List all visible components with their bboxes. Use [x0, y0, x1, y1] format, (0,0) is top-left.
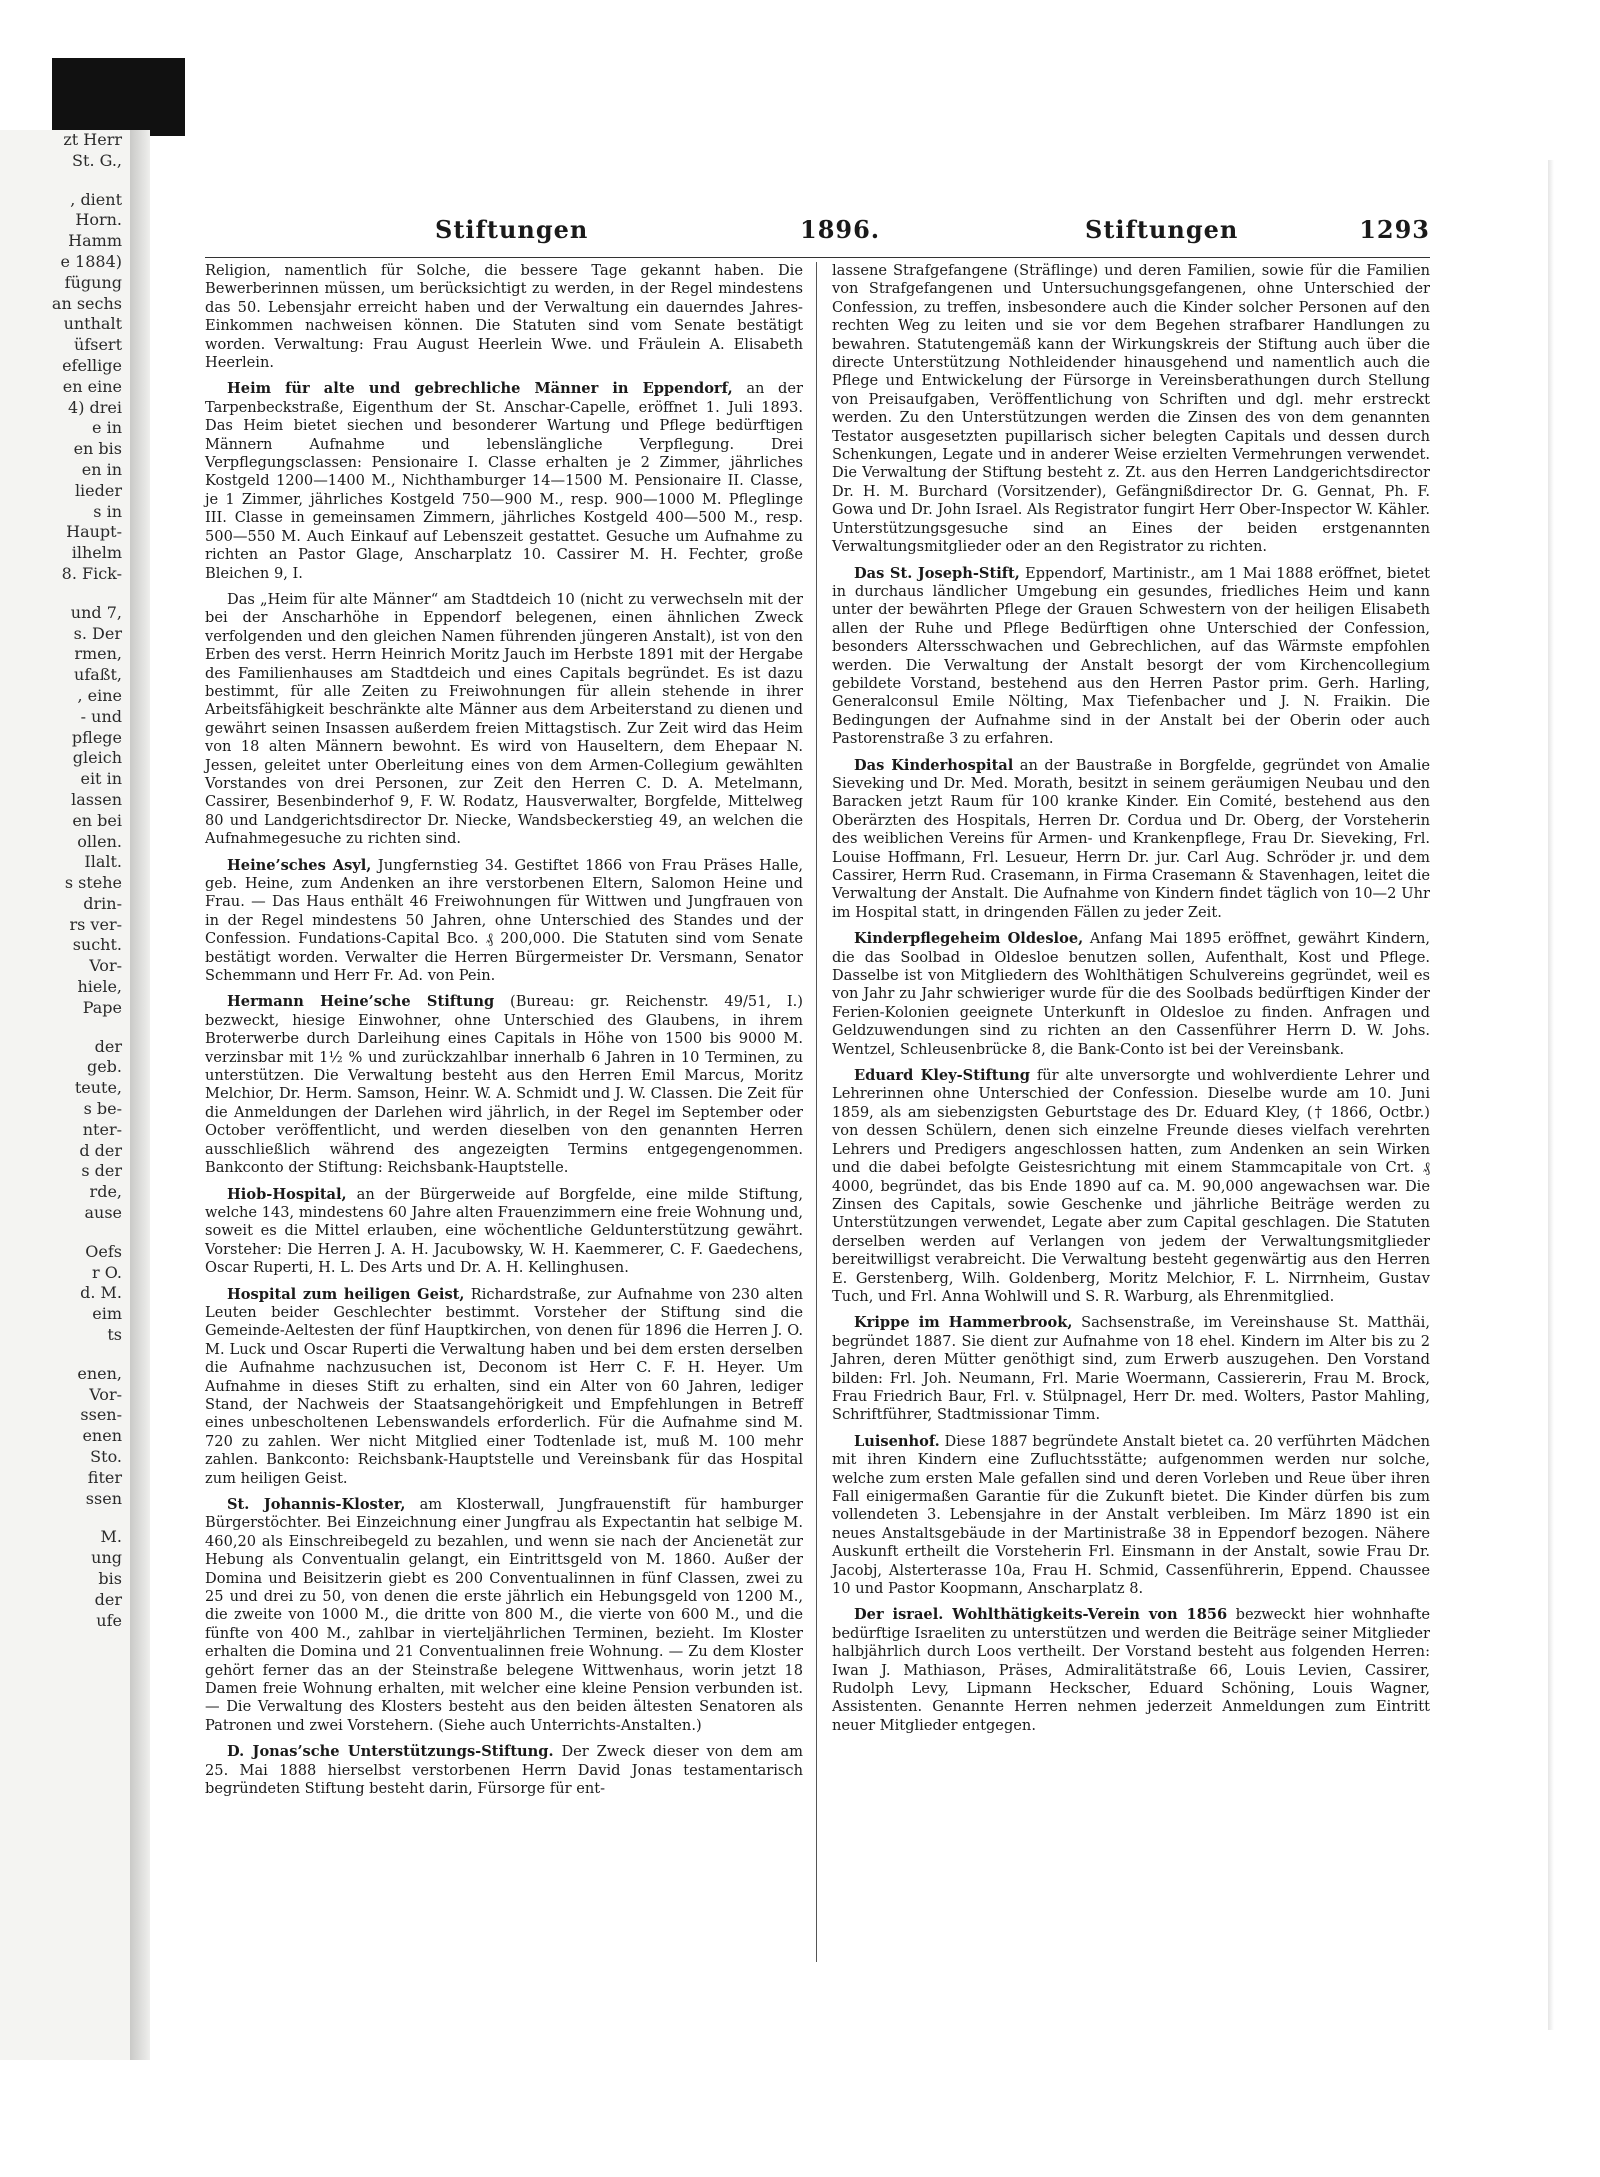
entry-body: an der Tarpenbeckstraße, Eigenthum der St. Anschar-Capelle, eröffnet 1. Juli 1893. Das Heim bietet siechen und besonderer Wartung und Pflege bedürftigen Männern Aufnahme und lebenslängliche Verpflegung. Drei Verpflegungsclassen: Pensionaire I. Classe erhalten je 2 Zimmer, jährliches Kostgeld 1200—1400 M., Nichthamburger 14—1500 M. Pensionaire II. Classe, je 1 Zimmer, jährliches Kostgeld 750—900 M., resp. 900—1000 M. Pfleglinge III. Classe in gemeinsamen Zimmern, jährliches Kostgeld 400—500 M., resp. 500—550 M. Auch Einkauf auf Lebenszeit gestattet. Gesuche um Aufnahme zu richten an Pastor Glage, Anscharplatz 10. Cassirer M. H. Fechter, große Bleichen 9, I. [205, 380, 803, 582]
margin-fragment: eit in [80, 769, 122, 789]
entry-paragraph [832, 1314, 1430, 1424]
margin-fragment: ssen- [80, 1405, 122, 1425]
entry-heading: Das Kinderhospital [854, 756, 1014, 774]
margin-fragment: , eine [77, 685, 122, 705]
entry-body: Sachsenstraße, im Vereinshause St. Matthäi, begründet 1887. Sie dient zur Aufnahme von 18 ehel. Kindern im Alter bis zu 2 Jahren, deren Mütter genöthigt sind, zum Erwerb auszugehen. Den Vorstand bilden: Frl. Joh. Neumann, Frl. Marie Woermann, Cassiererin, Frau M. Brock, Frau Friedrich Baur, Frl. v. Stülpnagel, Herr Dr. med. Wolters, Pastor Mahling, Schriftführer, Stadtmissionar Timm. [832, 1314, 1430, 1424]
margin-fragment: hiele, [77, 977, 122, 997]
running-head-year: 1896. [800, 215, 881, 244]
margin-fragment: s be- [83, 1099, 122, 1119]
page-number: 1293 [1359, 215, 1430, 244]
margin-fragment: ause [84, 1203, 122, 1223]
entry-heading: Kinderpflegeheim Oldesloe, [854, 930, 1084, 948]
margin-fragment: d der [79, 1140, 122, 1160]
entry-body: an der Bürgerweide auf Borgfelde, eine milde Stiftung, welche 143, mindestens 60 Jahre alten Frauenzimmern eine freie Wohnung und, soweit es die Mittel erlauben, eine wöchentliche Geldunterstützung gewährt. Vorsteher: Die Herren J. A. H. Jacubowsky, W. H. Kaemmerer, C. F. Gaedechens, Oscar Ruperti, H. L. Des Arts und Dr. A. H. Kellinghusen. [205, 1185, 804, 1277]
left-column [205, 262, 803, 1807]
entry-paragraph [832, 1433, 1430, 1599]
margin-fragment: lieder [74, 480, 122, 500]
margin-fragment: - und [80, 706, 122, 726]
margin-fragment: bis [98, 1569, 122, 1588]
entry-heading: Hiob-Hospital, [227, 1185, 347, 1203]
entry-paragraph [205, 993, 803, 1177]
running-head-left: Stiftungen [435, 215, 589, 244]
margin-fragment: Sto. [90, 1447, 122, 1467]
margin-fragment: efellige [62, 355, 122, 375]
margin-fragment: en bis [73, 439, 122, 459]
entry-body: an der Baustraße in Borgfelde, gegründet von Amalie Sieveking und Dr. Med. Morath, besitzt in seinem geräumigen Neubau und den Baracken jetzt Raum für 100 kranke Kinder. Ein Comité, bestehend aus den Oberärzten des Hospitals, Herren Dr. Cordua und Dr. Oberg, der Vorsteherin des weiblichen Vereins für Armen- und Krankenpflege, Frau Dr. Sieveking, Frl. Louise Hoffmann, Frl. Lesueur, Herrn Dr. jur. Carl Aug. Schröder jr. und dem Cassirer, Herrn Rud. Crasemann, in Firma Crasemann & Stavenhagen, leitet die Verwaltung der Anstalt. Die Aufnahme von Kindern findet täglich von 10—2 Uhr im Hospital statt, in dringenden Fällen zu jeder Zeit. [832, 756, 1431, 921]
entry-body: Diese 1887 begründete Anstalt bietet ca. 20 verführten Mädchen mit ihren Kindern eine Zufluchtsstätte; aufgenommen werden nur solche, welche zum ersten Male gefallen sind und deren Vorleben und Reue über ihren Fall einigermaßen Garantie für die Zukunft bietet. Die Kinder dürfen bis zum vollendeten 3. Lebensjahre in der Anstalt verbleiben. Im März 1890 ist ein neues Anstaltsgebäude in der Martinistraße 38 in Eppendorf bezogen. Nähere Auskunft ertheilt die Vorsteherin Frl. Einsmann in der Anstalt, sowie Frau Dr. Jacobj, Alsterterasse 10a, Frau H. Schmid, Cassenführerin, Eppend. Chaussee 10 und Pastor Koopmann, Anscharplatz 8. [832, 1432, 1430, 1598]
margin-fragment: enen [82, 1426, 122, 1446]
entry-heading: Heim für alte und gebrechliche Männer in Eppendorf, [227, 380, 733, 398]
margin-fragment: fiter [87, 1467, 122, 1487]
entry-heading: Luisenhof. [854, 1432, 940, 1450]
entry-heading: Eduard Kley-Stiftung [854, 1067, 1030, 1085]
margin-fragment: fügung [64, 272, 122, 292]
margin-gap [0, 1346, 130, 1364]
margin-fragment: Vor- [89, 1384, 122, 1404]
entry-paragraph [205, 380, 803, 582]
margin-fragment: d. M. [80, 1283, 122, 1303]
entry-heading: Krippe im Hammerbrook, [854, 1314, 1073, 1332]
margin-fragment: Oefs [85, 1241, 122, 1261]
margin-fragment: Ilalt. [84, 852, 122, 872]
margin-fragment: ufaßt, [74, 665, 122, 685]
margin-fragment: M. [100, 1527, 122, 1547]
margin-fragment: r O. [92, 1262, 122, 1282]
margin-gap [0, 1224, 130, 1242]
entry-body: Eppendorf, Martinistr., am 1 Mai 1888 eröffnet, bietet in durchaus ländlicher Umgebung ein gesundes, friedliches Heim und kann unter der bewährten Pflege der Grauen Schwestern von der heiligen Elisabeth allen der Ruhe und Pflege Bedürftigen ohne Unterschied der Confession, besonders Altersschwachen und Gebrechlichen, auf das Wärmste empfohlen werden. Die Verwaltung der Anstalt besorgt der vom Kirchencollegium gebildete Vorstand, bestehend aus den Herren Pastor prim. Gerh. Harling, Generalconsul Emile Nölting, Max Tiefenbacher und J. N. Fraikin. Die Bedingungen der Aufnahme sind in der Anstalt bei der Oberin oder auch Pastorenstraße 3 zu erfahren. [832, 564, 1430, 748]
margin-fragment: ung [91, 1548, 122, 1568]
page [205, 215, 1430, 2075]
margin-fragment: an sechs [51, 293, 122, 313]
entry-heading: Der israel. Wohlthätigkeits-Verein von 1856 [854, 1606, 1228, 1624]
margin-fragment: teute, [74, 1078, 122, 1098]
margin-fragment: enen, [77, 1363, 122, 1383]
margin-fragment: e 1884) [60, 251, 122, 271]
entry-paragraph [832, 757, 1430, 923]
margin-fragment: drin- [83, 893, 122, 913]
margin-fragment: en in [81, 459, 122, 479]
margin-fragment: , dient [70, 189, 122, 209]
margin-gap [0, 585, 130, 603]
entry-paragraph [205, 857, 803, 986]
column-divider [816, 262, 817, 1962]
margin-fragment: e in [92, 418, 122, 438]
entry-paragraph [205, 1286, 803, 1488]
margin-fragment: der [94, 1036, 122, 1056]
entry-body: Richardstraße, zur Aufnahme von 230 alten Leuten beider Geschlechter bestimmt. Vorsteher der Stiftung sind die Gemeinde-Aeltesten der fünf Hauptkirchen, von denen für 1896 die Herren J. O. M. Luck und Oscar Ruperti die Verwaltung haben und bei dem ersten derselben die Aufnahme nachzusuchen ist, Deconom ist Herr C. F. H. Heyer. Um Aufnahme in dieses Stift zu erhalten, sind ein Alter von 60 Jahren, lediger Stand, der Nachweis der Staatsangehörigkeit und Empfehlungen in Betreff eines unbescholtenen Lebenswandels erforderlich. Für die Aufnahme sind M. 720 zu zahlen. Wer nicht Mitglied einer Todtenlade ist, muß M. 100 mehr zahlen. Bankconto: Reichsbank-Hauptstelle und Vereinsbank für das Hospital zum heiligen Geist. [205, 1285, 803, 1487]
margin-fragment: gleich [72, 748, 122, 768]
left-page-fragment [0, 130, 130, 2060]
margin-fragment: s in [93, 501, 122, 521]
header-rule [205, 257, 1430, 258]
entry-heading: D. Jonas’sche Unterstützungs-Stiftung. [227, 1743, 554, 1761]
margin-fragment: s stehe [64, 873, 122, 893]
margin-fragment: üfsert [74, 335, 122, 355]
margin-fragment: Pape [82, 997, 122, 1017]
margin-fragment: en bei [72, 810, 122, 830]
running-head-right: Stiftungen [1085, 215, 1239, 244]
entry-paragraph [832, 565, 1430, 749]
entry-heading: Hospital zum heiligen Geist, [227, 1285, 465, 1303]
margin-fragment: ssen [85, 1488, 122, 1508]
entry-body: bezweckt hier wohnhafte bedürftige Israeliten zu unterstützen und werden die Beiträge seiner Mitglieder halbjährlich durch Loos vertheilt. Der Vorstand besteht aus folgenden Herren: Iwan J. Mathiason, Präses, Admiralitätstraße 66, Louis Levien, Cassirer, Rudolph Levy, Lipmann Heckscher, Eduard Schöning, Louis Wagner, Assistenten. Genannte Herren nehmen jederzeit Anmeldungen zum Eintritt neuer Mitglieder entgegen. [832, 1606, 1430, 1734]
entry-paragraph [205, 1186, 803, 1278]
entry-paragraph [205, 262, 803, 372]
margin-fragment: Hamm [68, 231, 122, 251]
margin-fragment: sucht. [72, 935, 122, 955]
entry-body: Das „Heim für alte Männer“ am Stadtdeich 10 (nicht zu verwechseln mit der bei der Anscharhöhe in Eppendorf belegenen, einen ähnlichen Zweck verfolgenden und den gleichen Namen führenden jüngeren Anstalt), ist von den Erben des verst. Herrn Heinrich Moritz Jauch im Herbste 1891 mit der Hergabe des Familienhauses am Stadtdeich und eines Capitals begründet. Es ist dazu bestimmt, für alle Zeiten zu Freiwohnungen für allein stehende in ihrer Arbeitsfähigkeit beschränkte alte Männer aus dem Arbeiterstand zu dienen und gewährt seinen Insassen außerdem freien Mittagstisch. Zur Zeit wird das Heim von 18 alten Männern bewohnt. Es wird von Hauseltern, dem Ehepaar N. Jessen, geleitet unter Oberleitung eines von dem Armen-Collegium gewählten Vorstandes von drei Personen, zur Zeit den Herren C. D. A. Metelmann, Cassirer, Besenbinderhof 9, F. W. Rodatz, Hausverwalter, Borgfelde, Mittelweg 80 und Landgerichtsdirector Dr. Niecke, Wandsbeckerstieg 49, an welchen die Aufnahmegesuche zu richten sind. [205, 590, 803, 848]
text-columns [205, 262, 1430, 1807]
entry-body: für alte unversorgte und wohlverdiente Lehrer und Lehrerinnen ohne Unterschied der Confession. Dieselbe wurde am 10. Juni 1859, als am siebenzigsten Geburtstage des Dr. Eduard Kley, († 1866, Octbr.) von dessen Schülern, denen sich einzelne Freunde dieses vielfach verehrten Lehrers und Predigers angeschlossen hatten, zum Andenken an sein Wirken und die dabei befolgte Geistesrichtung mit einem Stammcapitale von Crt. ₰ 4000, begründet, das bis Ende 1890 auf ca. M. 90,000 angewachsen war. Die Zinsen des Capitals, sowie Geschenke und jährliche Beiträge werden zu Unterstützungen verwendet, Legate aber zum Capital geschlagen. Die Statuten derselben werden auf Verlangen von jedem der Verwaltungsmitglieder bereitwilligst verabreicht. Die Verwaltung besteht gegenwärtig aus den Herren E. Gerstenberg, Wilh. Goldenberg, Moritz Melchior, F. L. Nirrnheim, Gustav Tuch, und Frl. Anna Wohlwill und S. R. Warburg, als Ehrenmitglied. [832, 1067, 1431, 1305]
margin-fragment: eim [92, 1304, 122, 1324]
entry-body: am Klosterwall, Jungfrauenstift für hamburger Bürgerstöchter. Bei Einzeichnung einer Jungfrau als Expectantin hat selbige M. 460,20 als Einschreibegeld zu bezahlen, und wenn sie nach der Ancienetät zur Hebung als Conventualin gelangt, ein Eintrittsgeld von M. 1860. Außer der Domina und Beisitzerin giebt es 200 Conventualinnen in fünf Classen, zwei zu 25 und drei zu 50, von denen die erste jährlich ein Hebungsgeld von 1200 M., die zweite von 1000 M., die dritte von 800 M., die vierte von 600 M., und die fünfte von 400 M., zahlbar in vierteljährlichen Terminen, bezieht. Im Kloster erhalten die Domina und 21 Conventualinnen freie Wohnung. — Zu dem Kloster gehört ferner das an der Steinstraße belegene Wittwenhaus, worin jetzt 18 Damen freie Wohnung erhalten, mit welcher eine kleine Pension verbunden ist. — Die Verwaltung des Klosters besteht aus den beiden ältesten Senatoren als Patronen und zwei Vorstehern. (Siehe auch Unterrichts-Anstalten.) [205, 1496, 803, 1734]
margin-fragment: pflege [71, 727, 122, 747]
margin-fragment: 4) drei [68, 397, 122, 417]
entry-body: lassene Strafgefangene (Sträflinge) und deren Familien, sowie für die Familien von Strafgefangenen und Untersuchungsgefangenen, ohne Unterschied der Confession, zu treffen, insbesondere auch die Kinder solcher Personen auf den rechten Weg zu leiten und sie vor dem Begehen strafbarer Handlungen zu bewahren. Statutengemäß kann der Wirkungskreis der Stiftung auch über die directe Unterstützung Nothleidender hinausgehend und namentlich auch die Pflege und Entwickelung der Fürsorge in Vereinsberathungen durch Stellung von Preisaufgaben, Veröffentlichung von Schriften und dgl. mehr erstreckt werden. Zu den Unterstützungen werden die Zinsen des von dem genannten Testator ausgesetzten pupillarisch sicher belegten Capitals und dessen durch Schenkungen, Legate und in anderer Weise erzielten Vermehrungen verwendet. Die Verwaltung der Stiftung besteht z. Zt. aus den Herren Landgerichtsdirector Dr. H. M. Burchard (Vorsitzender), Gefängnißdirector Dr. G. Gennat, Ph. F. Gowa und Dr. John Israel. Als Registrator fungirt Herr Ober-Inspector W. Kähler. Unterstützungsgesuche sind an Eines der beiden erstgenannten Verwaltungsmitglieder oder an den Registrator zu richten. [832, 262, 1430, 556]
margin-fragment: rmen, [74, 644, 122, 664]
entry-paragraph [832, 262, 1430, 557]
margin-fragment: Haupt- [66, 522, 122, 542]
margin-fragment: ollen. [77, 831, 122, 851]
entry-heading: Heine’sches Asyl, [227, 856, 372, 874]
entry-body: Religion, namentlich für Solche, die bessere Tage gekannt haben. Die Bewerberinnen müssen, um berücksichtigt zu werden, in der Regel mindestens das 50. Lebensjahr erreicht haben und der Verwaltung ein dauerndes Jahres-Einkommen nachweisen können. Die Statuten sind vom Senate bestätigt worden. Verwaltung: Frau August Heerlein Wwe. und Fräulein A. Elisabeth Heerlein. [205, 262, 803, 372]
margin-fragment: ilhelm [71, 543, 122, 563]
entry-paragraph [205, 591, 803, 849]
entry-paragraph [832, 930, 1430, 1059]
right-column [832, 262, 1430, 1807]
entry-body: Anfang Mai 1895 eröffnet, gewährt Kindern, die das Soolbad in Oldesloe benutzen sollen, Aufenthalt, Kost und Pflege. Dasselbe ist von Mitgliedern des Wohlthätigen Schulvereins gegründet, weil es von Jahr zu Jahr schwieriger wurde für die des Soolbads bedürftigen Kinder der Ferien-Kolonien geeignete Unterkunft in Oldesloe zu finden. Anfragen und Geldzuwendungen sind zu richten an den Cassenführer Herrn D. W. Johs. Wentzel, Schleusenbrücke 8, die Bank-Conto ist bei der Vereinsbank. [832, 930, 1430, 1058]
margin-fragment: lassen [71, 789, 122, 809]
margin-fragment: nter- [82, 1119, 122, 1139]
margin-fragment: unthalt [63, 314, 122, 334]
page-edge [1548, 160, 1554, 2030]
margin-fragment: Vor- [89, 956, 122, 976]
entry-paragraph [205, 1496, 803, 1735]
entry-paragraph [832, 1067, 1430, 1306]
margin-fragment: der [94, 1589, 122, 1609]
margin-fragment: zt Herr [63, 130, 122, 149]
entry-paragraph [832, 1606, 1430, 1735]
margin-fragment: 8. Fick- [61, 563, 122, 583]
margin-fragment: Horn. [75, 210, 122, 230]
binding-shadow [52, 58, 185, 136]
margin-fragment: geb. [86, 1057, 122, 1077]
margin-fragment: s. Der [73, 623, 122, 643]
margin-fragment: rde, [89, 1182, 122, 1202]
page-gutter [130, 130, 150, 2060]
margin-fragment: ufe [96, 1610, 122, 1630]
margin-gap [0, 172, 130, 190]
entry-heading: St. Johannis-Kloster, [227, 1496, 406, 1513]
entry-body: (Bureau: gr. Reichenstr. 49/51, I.) bezweckt, hiesige Einwohner, ohne Unterschied des Glaubens, in ihrem Broterwerbe durch Darleihung eines Capitals in Höhe von 1500 bis 9000 M. verzinsbar mit 1½ % und zurückzahlbar innerhalb 6 Jahren in 10 Terminen, zu unterstützen. Die Verwaltung besteht aus den Herren Emil Marcus, Moritz Melchior, Dr. Herm. Samson, Heinr. W. A. Schmidt und J. W. Classen. Die Zeit für die Anmeldungen der Darlehen wird jährlich, in der Regel im September oder October veröffentlicht, und werden dieselben von den genannten Herren ausschließlich während des angezeigten Termins entgegengenommen. Bankconto der Stiftung: Reichsbank-Hauptstelle. [205, 993, 804, 1177]
entry-body: Der Zweck dieser von dem am 25. Mai 1888 hierselbst verstorbenen Herrn David Jonas testamentarisch begründeten Stiftung besteht darin, Fürsorge für ent- [205, 1743, 804, 1798]
entry-body: Jungfernstieg 34. Gestiftet 1866 von Frau Präses Halle, geb. Heine, zum Andenken an ihre verstorbenen Eltern, Salomon Heine und Frau. — Das Haus enthält 46 Freiwohnungen für Wittwen und Jungfrauen von in der Regel mindestens 50 Jahren, ohne Unterschied des Standes und der Confession. Fundations-Capital Bco. ₰ 200,000. Die Statuten sind vom Senate bestätigt worden. Verwalter die Herren Bürgermeister Dr. Versmann, Senator Schemmann und Herr Fr. Ad. von Pein. [205, 856, 803, 985]
margin-fragment: rs ver- [69, 914, 122, 934]
margin-fragment: und 7, [70, 602, 122, 622]
entry-paragraph [205, 1743, 803, 1798]
margin-fragment: en eine [62, 376, 122, 396]
running-head [205, 215, 1430, 251]
margin-fragment: St. G., [72, 150, 122, 170]
margin-fragment: ts [107, 1325, 122, 1345]
margin-fragment: s der [81, 1161, 122, 1181]
margin-gap [0, 1019, 130, 1037]
entry-heading: Das St. Joseph-Stift, [854, 564, 1020, 582]
margin-gap [0, 1509, 130, 1527]
entry-heading: Hermann Heine’sche Stiftung [227, 993, 495, 1011]
